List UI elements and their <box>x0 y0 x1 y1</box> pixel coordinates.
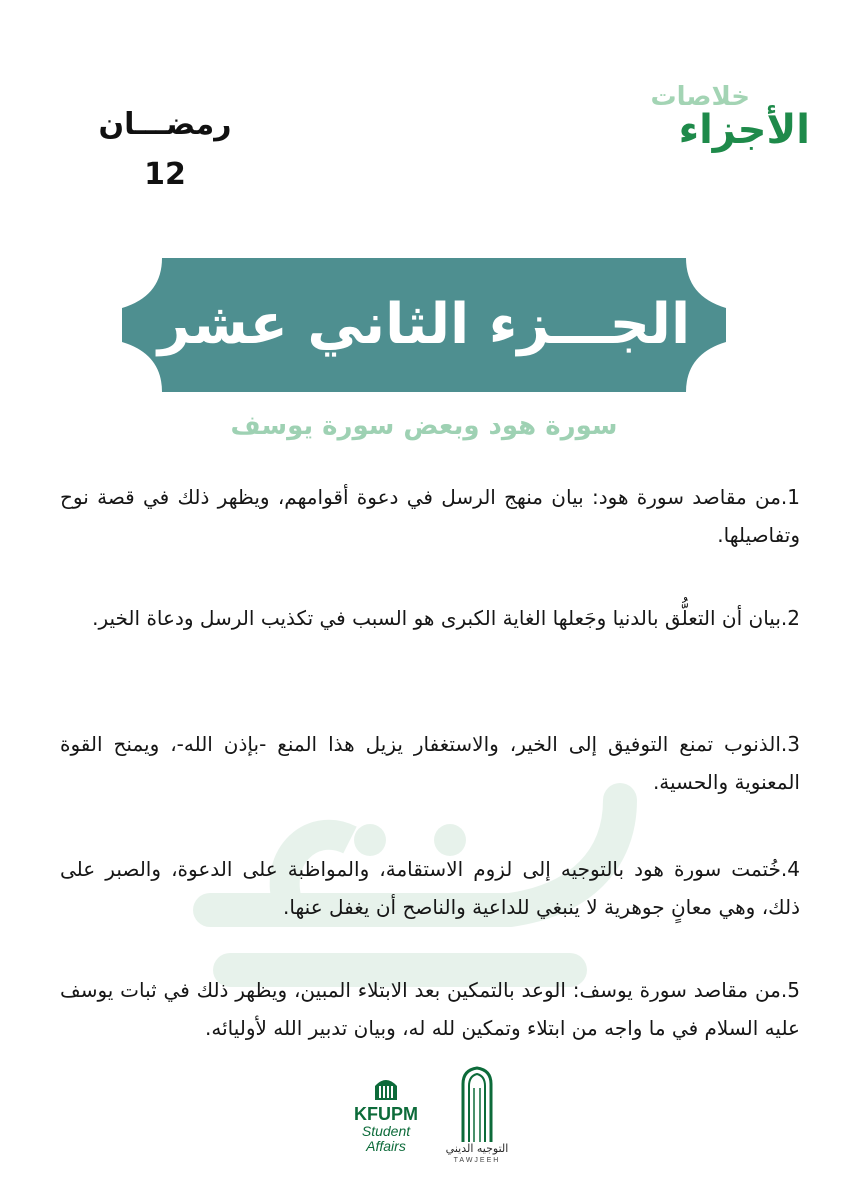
logo-text-big: الأجزاء <box>678 107 810 153</box>
kfupm-line1: Student <box>361 1123 411 1139</box>
list-item <box>60 478 800 554</box>
tawjeeh-latin-name: TAWJEEH <box>453 1157 501 1164</box>
list-item <box>60 599 800 637</box>
tawjeeh-arabic-name: التوجيه الديني <box>445 1142 509 1155</box>
point-text: بيان أن التعلُّق بالدنيا وجَعلها الغاية الكبرى هو السبب في تكذيب الرسل ودعاة الخير. <box>92 606 781 630</box>
part-title: الجـــزء الثاني عشر <box>157 292 691 357</box>
point-text: من مقاصد سورة يوسف: الوعد بالتمكين بعد الابتلاء المبين، ويظهر ذلك في ثبات يوسف عليه السلام في ما واجه من ابتلاء وتمكين لله له، وبيان تدبير الله لأوليائه. <box>60 978 800 1040</box>
tawjeeh-tower-icon <box>457 1066 497 1142</box>
surah-subtitle: سورة هود وبعض سورة يوسف <box>230 411 618 441</box>
point-number: 5. <box>780 978 800 1002</box>
ramadan-day-label: رمضـــان 12 <box>98 107 232 192</box>
point-number: 2. <box>780 606 800 630</box>
logo-text-small: خلاصات <box>650 82 750 112</box>
kfupm-student-affairs-logo <box>340 1072 432 1164</box>
kfupm-line2: Affairs <box>366 1138 406 1154</box>
tawjeeh-logo <box>436 1066 518 1170</box>
point-number: 4. <box>780 857 800 881</box>
point-text: خُتمت سورة هود بالتوجيه إلى لزوم الاستقامة، والمواظبة على الدعوة، والصبر على ذلك، وهي معانٍ جوهرية لا ينبغي للداعية والناصح أن يغفل عنها. <box>60 857 800 919</box>
list-item <box>60 971 800 1047</box>
series-logo <box>540 82 810 168</box>
kfupm-name: KFUPM <box>354 1104 418 1124</box>
point-text: من مقاصد سورة هود: بيان منهج الرسل في دعوة أقوامهم، ويظهر ذلك في قصة نوح وتفاصيلها. <box>60 485 800 547</box>
points-list <box>60 478 800 1068</box>
kfupm-emblem-icon <box>371 1072 401 1102</box>
list-item <box>60 725 800 801</box>
point-number: 1. <box>780 485 800 509</box>
point-text: الذنوب تمنع التوفيق إلى الخير، والاستغفار يزيل هذا المنع -بإذن الله-، ويمنح القوة المعنوية والحسية. <box>60 732 800 794</box>
point-number: 3. <box>780 732 800 756</box>
list-item <box>60 850 800 926</box>
part-title-banner <box>122 258 726 392</box>
